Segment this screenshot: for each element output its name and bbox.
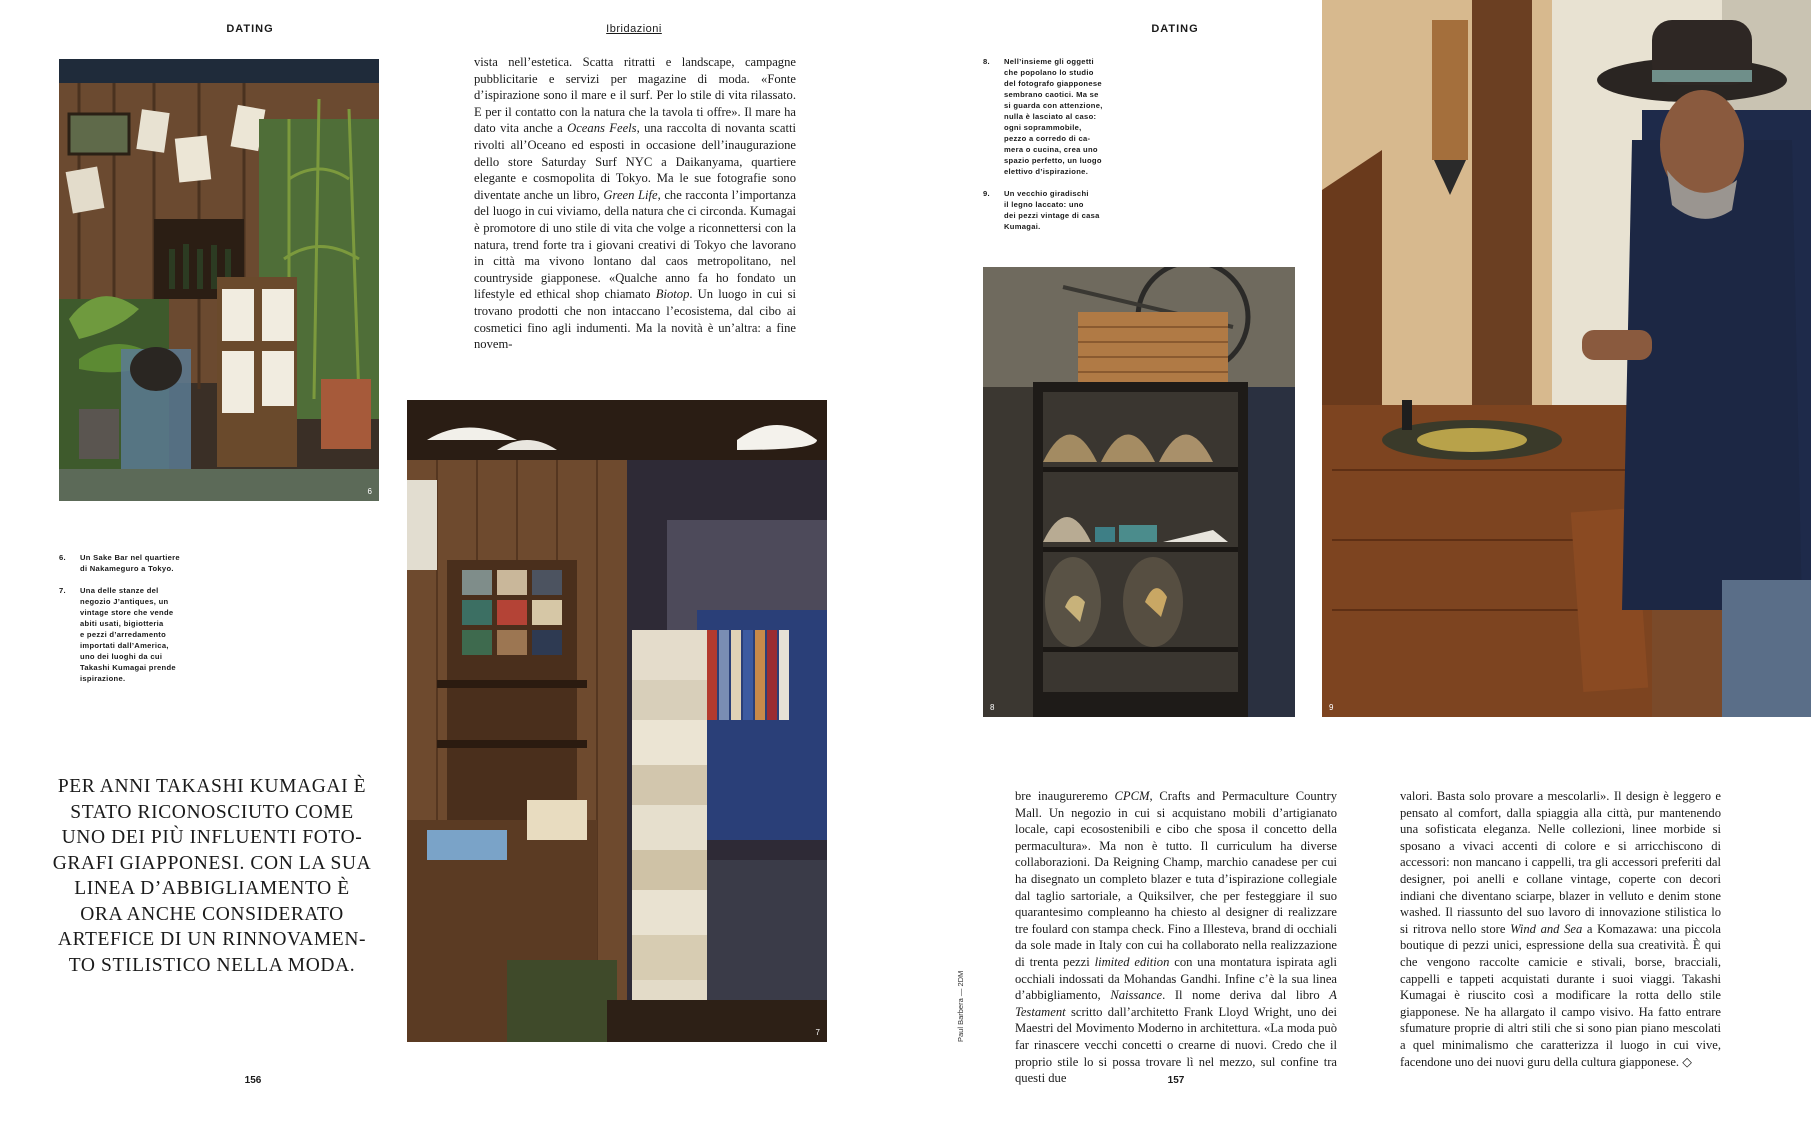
caption-8 bbox=[983, 56, 1133, 177]
caption-text: Nell’insieme gli oggetti che popolano lo studio del fotografo giapponese sembrano caotici. Ma se si guarda con attenzione, nulla è lasciato al caso: ogni soprammobile, pezzo a corredo di ca- mera o cucina, crea uno spazio perfetto, un luogo elettivo d’ispirazione. bbox=[1004, 57, 1103, 176]
photo-number-6: 6 bbox=[367, 487, 372, 496]
text-run: , che racconta l’importanza del luogo in cui viviamo, della natura che ci circonda. Kumagai è promotore di uno stile di vita che volge a riconnettersi con la natura, trend forte tra i giovani creativi di Tokyo che lavorano in città ma vivono lontano dal caos metropolitano, nel countryside giapponese. «Qualche anno fa ho fondato un lifestyle ed ethical shop chiamato bbox=[474, 187, 796, 302]
text-run: a Komazawa: una piccola boutique di pezzi unici, espressione della sua creatività. È qui che vengono raccolte camicie e stivali, borse, bracciali, cappelli e tappeti acquistati durante i suoi viaggi. Takashi Kumagai è riuscito così a modificare la rotta dello stile giapponese. Ne ha allargato il campo visivo. Ha fatto entrare sfumature proprie di altri stili che si sono pian piano mescolati a quel minimalismo che caratterizza il luogo in cui vive, facendone uno dei nuovi guru della cultura giapponese. ◇ bbox=[1400, 921, 1721, 1069]
text-italic: Green Life bbox=[603, 187, 658, 202]
caption-text: Un Sake Bar nel quartiere di Nakameguro a Tokyo. bbox=[80, 553, 180, 573]
caption-text: Una delle stanze del negozio J’antiques, un vintage store che vende abiti usati, bigiotteria e pezzi d’arredamento importati dall’America, uno dei luoghi da cui Takashi Kumagai prende ispirazione. bbox=[80, 586, 176, 683]
pull-quote: PER ANNI TAKASHI KUMAGAI È STATO RICONOSCIUTO COME UNO DEI PIÙ INFLUENTI FOTO- GRAFI GIAPPONESI. CON LA SUA LINEA D’ABBIGLIAMENTO È ORA ANCHE CONSIDERATO ARTEFICE DI UN RINNOVAMEN- TO STILISTICO NELLA MODA. bbox=[52, 776, 372, 976]
photo-sake-bar bbox=[59, 59, 379, 501]
text-run: , una raccolta di novanta scatti rivolti all’Oceano ed esposti in occasione dell’inaugurazione dello store Saturday Surf NYC a Daikanyama, quartiere elegante e cosmopolita di Tokyo. Ma le sue fotografie sono diventate anche un libro, bbox=[474, 121, 796, 202]
running-head-section: Ibridazioni bbox=[606, 23, 662, 35]
text-run: , Crafts and Permaculture Country Mall. Un negozio in cui si acquistano mobili d’artigianato locale, capi ecosostenibili e cibo che sposa il concetto della permacultura». Ma non è tutto. Il curriculum ha diverse collaborazioni. Da Reigning Champ, marchio canadese per cui ha disegnato un completo blazer e tuta d’ispirazione collegiale dal taglio sartoriale, a Quiksilver, che per festeggiare il suo quarantesimo compleanno ha chiesto al designer di realizzare tre foulard con stampa check. Fino a Illesteva, brand di occhiali da sole made in Italy con cui ha collaborato nella realizzazione di trenta pezzi bbox=[1015, 789, 1337, 969]
text-italic: Wind and Sea bbox=[1510, 921, 1583, 936]
text-run: scritto dall’architetto Frank Lloyd Wright, uno dei Maestri del Movimento Moderno in architettura. «La moda può far rinascere vecchi concetti o crearne di nuovi. Credo che il proprio stile lo si possa trovare lì nel mezzo, sul confine tra questi due bbox=[1015, 1004, 1337, 1086]
page-number-left: 156 bbox=[244, 1075, 262, 1086]
text-run: valori. Basta solo provare a mescolarli». Il design è leggero e pensato al comfort, dalla spiaggia alla città, pur mantenendo una sofisticata eleganza. Nelle collezioni, linee morbide si sposano a vivaci accenti di colore e si arricchiscono di accessori: non mancano i cappelli, tra gli accessori preferiti dal designer, poi anelli e collane vintage, coperte con decori indiani che diventano sciarpe, blazer in velluto e denim stone washed. Il riassunto del suo lavoro di innovazione stilistica lo si ritrova nello store bbox=[1400, 789, 1721, 936]
caption-number: 7. bbox=[59, 586, 66, 595]
caption-number: 6. bbox=[59, 553, 66, 562]
text-italic: limited edition bbox=[1094, 954, 1170, 969]
photo-curio-cabinet bbox=[983, 267, 1295, 717]
photo-credit: Paul Barbera — 2DM bbox=[956, 970, 965, 1042]
caption-7 bbox=[59, 585, 239, 684]
text-run: con una montatura ispirata agli occhiali indossati da Mohandas Gandhi. Infine c’è la sua linea d’abbigliamento, bbox=[1015, 954, 1337, 1003]
text-run: bre inaugureremo bbox=[1015, 789, 1115, 803]
photo-jantiques-store bbox=[407, 400, 827, 1042]
text-italic: Biotop bbox=[655, 287, 690, 302]
caption-6 bbox=[59, 552, 239, 574]
text-italic: A Testament bbox=[1015, 988, 1337, 1019]
photo-gramophone-portrait bbox=[1322, 0, 1811, 717]
photo-number-8: 8 bbox=[990, 703, 995, 712]
running-head-right: DATING bbox=[1151, 23, 1199, 35]
text-italic: CPCM bbox=[1114, 789, 1150, 803]
left-captions bbox=[59, 552, 239, 695]
page-number-right: 157 bbox=[1167, 1075, 1185, 1086]
text-italic: Oceans Feels bbox=[567, 121, 637, 136]
text-run: vista nell’estetica. Scatta ritratti e landscape, campagne pubblicitarie e servizi per magazine di moda. «Fonte d’ispirazione sono il mare e il surf. Per lo stile di vita rilassato. E per il contatto con la natura che la tavola ti offre». Il mare ha dato vita anche a bbox=[474, 55, 796, 136]
right-body-column-1 bbox=[1015, 788, 1337, 1087]
caption-text: Un vecchio giradischi il legno laccato: uno dei pezzi vintage di casa Kumagai. bbox=[1004, 189, 1100, 231]
caption-9 bbox=[983, 188, 1133, 232]
text-run: . Il nome deriva dal libro bbox=[1162, 988, 1330, 1003]
text-italic: Naissance bbox=[1110, 988, 1163, 1003]
right-captions bbox=[983, 56, 1133, 243]
right-body-column-2 bbox=[1400, 788, 1721, 1070]
text-run: . Un luogo in cui si trovano prodotti che non intaccano l’ecosistema, dal cibo ai cosmetici fino agli indumenti. Ma la novità è un’altra: a fine novem- bbox=[474, 287, 796, 352]
caption-number: 8. bbox=[983, 57, 990, 66]
caption-number: 9. bbox=[983, 189, 990, 198]
photo-number-7: 7 bbox=[815, 1028, 820, 1037]
running-head-left: DATING bbox=[226, 23, 274, 35]
photo-number-9: 9 bbox=[1329, 703, 1334, 712]
left-body-column bbox=[474, 54, 796, 353]
